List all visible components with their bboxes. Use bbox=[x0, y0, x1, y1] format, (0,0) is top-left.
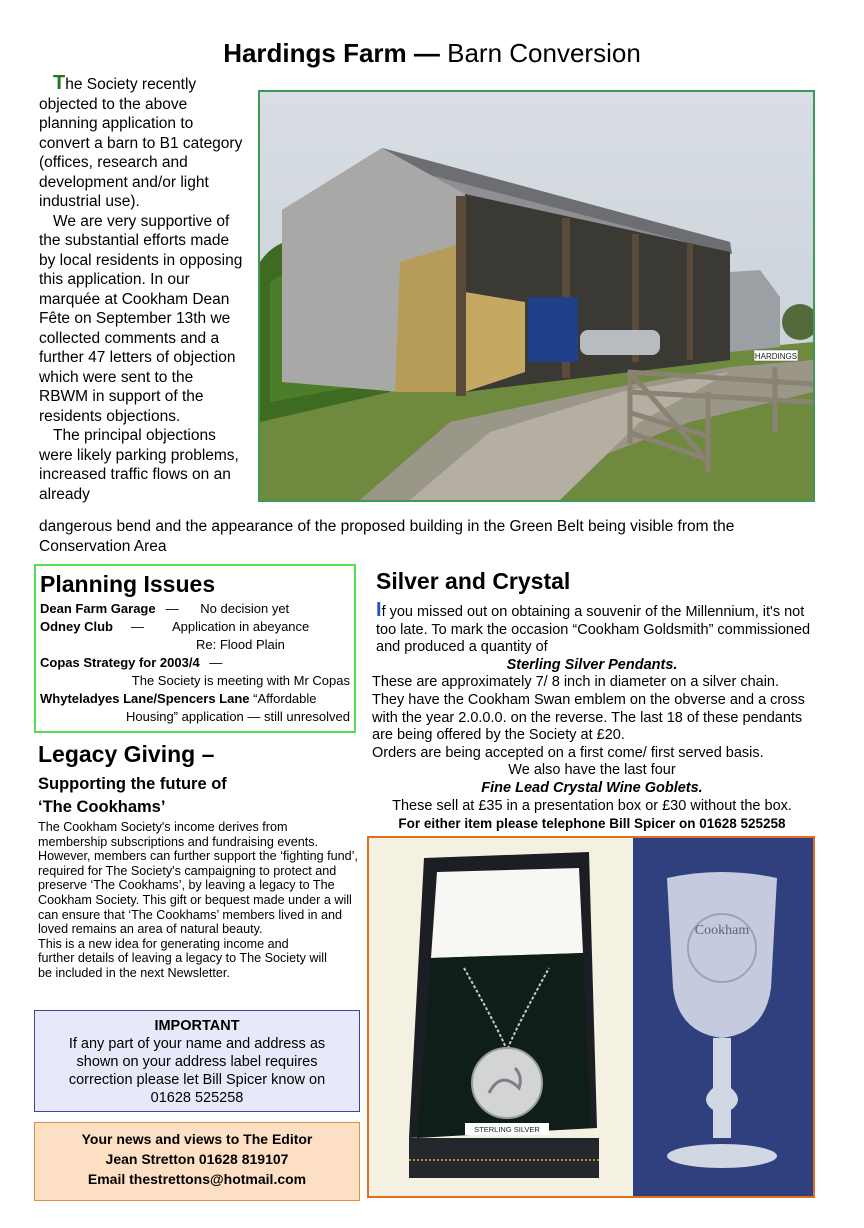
planning-item-1-status: — No decision yet bbox=[165, 601, 290, 616]
dropcap-i: I bbox=[376, 599, 382, 621]
planning-heading: Planning Issues bbox=[40, 571, 216, 597]
silver-p5: These sell at £35 in a presentation box or £30 without the box. bbox=[392, 797, 792, 814]
planning-item-1-title: Dean Farm Garage bbox=[40, 601, 156, 616]
article-column bbox=[39, 74, 244, 504]
planning-item-4-type: “Affordable bbox=[253, 691, 317, 706]
legacy-sub2: ‘The Cookhams’ bbox=[38, 798, 166, 816]
planning-item-2-dash: — bbox=[130, 619, 144, 634]
hardings-sign: HARDINGS bbox=[754, 352, 798, 361]
title-rest: Barn Conversion bbox=[439, 38, 641, 68]
editor-line1: Your news and views to The Editor bbox=[81, 1131, 313, 1147]
article-p1: he Society recently objected to the above planning application to convert a barn to B1 category (offices, research and development and/or light industrial use). bbox=[39, 76, 243, 210]
silver-goblets: Fine Lead Crystal Wine Goblets. bbox=[481, 779, 703, 796]
planning-item-3 bbox=[40, 654, 350, 672]
planning-item-3-dash: — bbox=[209, 655, 223, 670]
planning-item-4-title: Whyteladyes Lane/Spencers Lane bbox=[40, 691, 250, 706]
planning-item-2-note: Re: Flood Plain bbox=[196, 637, 285, 652]
article-p2: We are very supportive of the substantial efforts made by local residents in opposing this application. In our marquée at Cookham Dean Fête on September 13th we collected comments and a further 47 letters of objection which were sent to the RBWM in support of the residents objections. bbox=[39, 212, 243, 425]
product-photos bbox=[367, 836, 815, 1198]
silver-heading: Silver and Crystal bbox=[376, 568, 571, 594]
editor-line3: Email thestrettons@hotmail.com bbox=[87, 1171, 307, 1187]
planning-item-4 bbox=[40, 690, 350, 708]
silver-p2: These are approximately 7/ 8 inch in diameter on a silver chain. They have the Cookham Swan emblem on the obverse and a cross with the year 2.0.0.0. on the reverse. The last 18 of these pendants are being offered by the Society at £20. bbox=[372, 674, 805, 744]
important-text: If any part of your name and address as shown on your address label requires correction please let Bill Spicer know on 01628 525258 bbox=[68, 1036, 326, 1106]
silver-crystal-section bbox=[372, 566, 812, 833]
planning-item-3-status: The Society is meeting with Mr Copas bbox=[131, 673, 350, 688]
pendant-label: STERLING SILVER bbox=[474, 1125, 540, 1134]
legacy-section bbox=[38, 740, 360, 981]
barn-photo bbox=[258, 90, 815, 502]
planning-item-4-status: Housing” application — still unresolved bbox=[125, 709, 350, 724]
legacy-sub1: Supporting the future of bbox=[38, 775, 227, 793]
title-bold: Hardings Farm — bbox=[223, 38, 440, 68]
planning-item-3-title: Copas Strategy for 2003/4 bbox=[40, 655, 200, 670]
planning-item-1 bbox=[40, 600, 350, 618]
important-heading: IMPORTANT bbox=[154, 1018, 240, 1034]
dropcap-t: T bbox=[53, 72, 66, 94]
editor-box bbox=[34, 1122, 360, 1201]
legacy-p1: The Cookham Society's income derives from membership subscriptions and fundraising events. However, members can further support the ‘fighting fund’, required for The Society's campaigning to protect and preserve ‘The Cookhams’, by leaving a legacy to The Cookham Society. This gift or bequest made under a will can ensure that ‘The Cookhams’ members lived in and loved remains an area of natural beauty. bbox=[38, 820, 358, 937]
article-p3b: dangerous bend and the appearance of the proposed building in the Green Belt being visible from the Conservation Area bbox=[39, 518, 735, 555]
planning-item-2 bbox=[40, 618, 350, 636]
planning-item-2-status: Application in abeyance bbox=[171, 619, 310, 634]
planning-item-2-title: Odney Club bbox=[40, 619, 113, 634]
legacy-heading: Legacy Giving – bbox=[38, 741, 215, 767]
barn-illustration bbox=[260, 92, 813, 500]
page-title bbox=[0, 38, 864, 69]
silver-p4: We also have the last four bbox=[508, 762, 676, 779]
silver-p3: Orders are being accepted on a first come/ first served basis. bbox=[372, 744, 764, 761]
silver-p1: f you missed out on obtaining a souvenir of the Millennium, it's not too late. To mark the occasion “Cookham Goldsmith” commissioned and produced a quantity of bbox=[376, 604, 811, 656]
silver-pendants: Sterling Silver Pendants. bbox=[506, 656, 678, 673]
important-box bbox=[34, 1010, 360, 1112]
goblet-engraving: Cookham bbox=[694, 923, 750, 938]
editor-line2: Jean Stretton 01628 819107 bbox=[105, 1151, 289, 1167]
silver-p6: For either item please telephone Bill Spicer on 01628 525258 bbox=[398, 816, 786, 832]
article-p3a: The principal objections were likely parking problems, increased traffic flows on an already bbox=[39, 427, 239, 503]
planning-issues-box bbox=[34, 564, 356, 733]
pendant-goblet-illustration bbox=[369, 838, 813, 1196]
legacy-p2: This is a new idea for generating income and further details of leaving a legacy to The Society will be included in the next Newsletter. bbox=[38, 936, 327, 980]
